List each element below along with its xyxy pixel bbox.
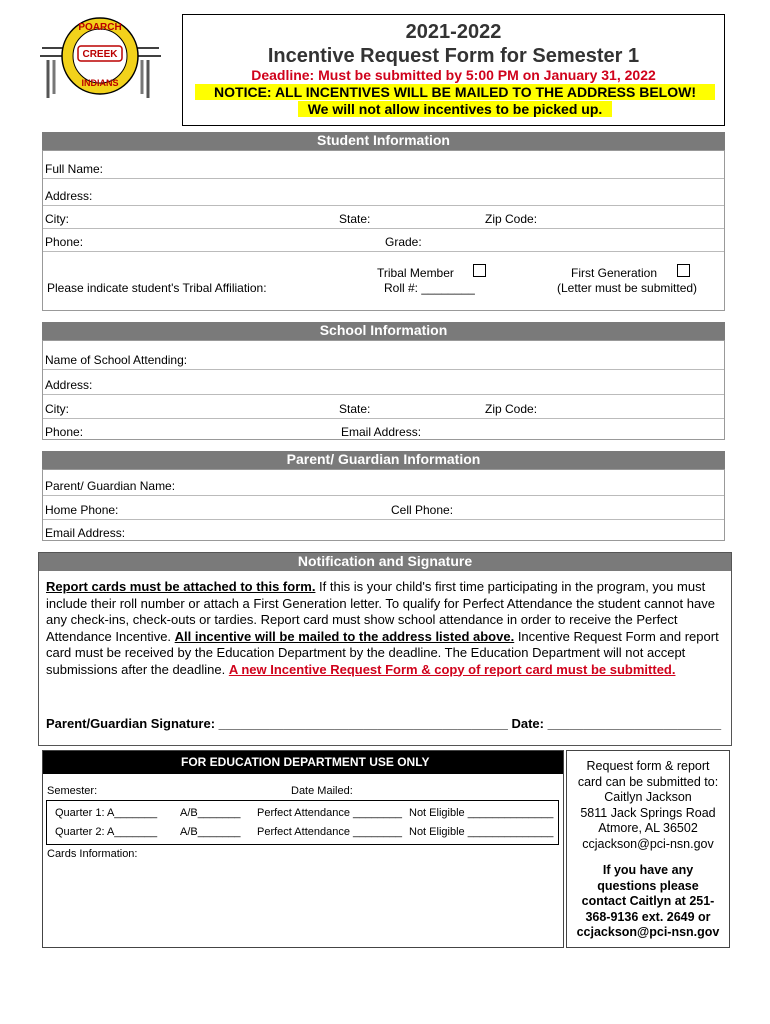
q1-ab-field[interactable]: A/B_______ (180, 807, 241, 819)
form-year: 2021-2022 (405, 21, 502, 43)
q1-not-eligible-field[interactable]: Not Eligible ______________ (409, 807, 554, 819)
notification-heading: Notification and Signature (39, 553, 731, 571)
school-zip-label: Zip Code: (485, 402, 538, 416)
address-label: Address: (45, 189, 93, 203)
school-city-label: City: (45, 402, 69, 416)
mail-note: All incentive will be mailed to the address listed above. (174, 628, 515, 644)
zip-label: Zip Code: (485, 212, 538, 226)
logo-text-top: POARCH (78, 22, 122, 33)
city-label: City: (45, 212, 69, 226)
school-state-label: State: (339, 402, 371, 416)
home-phone-label: Home Phone: (45, 503, 119, 517)
q2-attendance-field[interactable]: Perfect Attendance ________ (257, 826, 402, 838)
first-generation-label: First Generation (571, 266, 658, 280)
deadline-text: Deadline: Must be submitted by 5:00 PM on January 31, 2022 (251, 67, 656, 83)
signature-line[interactable]: Parent/Guardian Signature: ________________________________________ Date: ________________________ (46, 716, 722, 731)
q2-ab-field[interactable]: A/B_______ (180, 826, 241, 838)
contact-city: Atmore, AL 36502 (598, 821, 698, 835)
questions-line-2: questions please (597, 878, 699, 893)
cards-info-label: Cards Information: (47, 848, 138, 860)
state-label: State: (339, 212, 371, 226)
grade-label: Grade: (385, 235, 422, 249)
form-title: Incentive Request Form for Semester 1 (267, 45, 640, 67)
contact-info (567, 759, 729, 852)
questions-line-3: contact Caitlyn at 251- (581, 894, 715, 908)
cell-phone-label: Cell Phone: (391, 503, 454, 517)
notification-paragraph (46, 579, 726, 678)
new-form-note: A new Incentive Request Form & copy of report card must be submitted. (228, 661, 676, 677)
tribal-affiliation-prompt: Please indicate student's Tribal Affiliation: (47, 281, 267, 295)
tribal-seal-logo (38, 8, 163, 113)
contact-street: 5811 Jack Springs Road (580, 805, 716, 820)
questions-line-1: If you have any (602, 863, 694, 877)
contact-name: Caitlyn Jackson (604, 790, 692, 804)
school-section (42, 340, 725, 440)
contact-box (566, 750, 730, 948)
school-address-label: Address: (45, 378, 93, 392)
school-section-heading: School Information (42, 322, 725, 340)
questions-line-4: 368-9136 ext. 2649 or (585, 909, 711, 924)
first-generation-note: (Letter must be submitted) (557, 281, 698, 295)
office-use-heading: FOR EDUCATION DEPARTMENT USE ONLY (43, 751, 563, 774)
tribal-member-label: Tribal Member (377, 266, 454, 280)
questions-info (567, 863, 729, 941)
semester-label: Semester: (47, 785, 98, 797)
report-card-attach-note: Report cards must be attached to this form. (46, 579, 316, 594)
notification-text-1: If this is your child's first time participating in the program, you must include their roll number or attach a First Generation letter. To qualify for Perfect Attendance the student cannot have any check-ins, check-outs or tardies. Report card must show school attendance in order to receive the Perfect Attendance Incentive. (46, 579, 715, 644)
quarters-box (46, 800, 559, 845)
date-mailed-label: Date Mailed: (291, 785, 353, 797)
questions-line-5: ccjackson@pci-nsn.gov (576, 925, 720, 939)
school-email-label: Email Address: (341, 425, 422, 439)
contact-email: ccjackson@pci-nsn.gov (582, 836, 714, 851)
first-generation-checkbox[interactable] (677, 264, 690, 277)
parent-section (42, 469, 725, 541)
phone-label: Phone: (45, 235, 84, 249)
parent-name-label: Parent/ Guardian Name: (45, 479, 176, 493)
school-phone-label: Phone: (45, 425, 84, 439)
parent-email-label: Email Address: (45, 526, 126, 540)
q2-a-field[interactable]: Quarter 2: A_______ (55, 826, 158, 838)
student-section (42, 150, 725, 311)
notice-line-2: We will not allow incentives to be picked up. (298, 101, 612, 117)
notification-section (38, 552, 732, 746)
logo-text-mid: CREEK (82, 49, 118, 60)
contact-line-2: card can be submitted to: (577, 774, 719, 789)
q1-a-field[interactable]: Quarter 1: A_______ (55, 807, 158, 819)
office-use-section (42, 750, 564, 948)
notice-line-1: NOTICE: ALL INCENTIVES WILL BE MAILED TO THE ADDRESS BELOW! (195, 84, 715, 100)
tribal-member-checkbox[interactable] (473, 264, 486, 277)
student-section-heading: Student Information (42, 132, 725, 150)
full-name-label: Full Name: (45, 162, 104, 176)
header-box (182, 14, 725, 126)
q1-attendance-field[interactable]: Perfect Attendance ________ (257, 807, 402, 819)
logo-text-bot: INDIANS (81, 78, 119, 88)
roll-number-label: Roll #: ________ (384, 281, 475, 295)
notification-text-2: Incentive Request Form and report card must be received by the Education Department by the deadline. The Education Department will not accept submissions after the deadline. (46, 628, 719, 677)
school-name-label: Name of School Attending: (45, 353, 188, 367)
q2-not-eligible-field[interactable]: Not Eligible ______________ (409, 826, 554, 838)
contact-line-1: Request form & report (586, 759, 710, 773)
parent-section-heading: Parent/ Guardian Information (42, 451, 725, 469)
